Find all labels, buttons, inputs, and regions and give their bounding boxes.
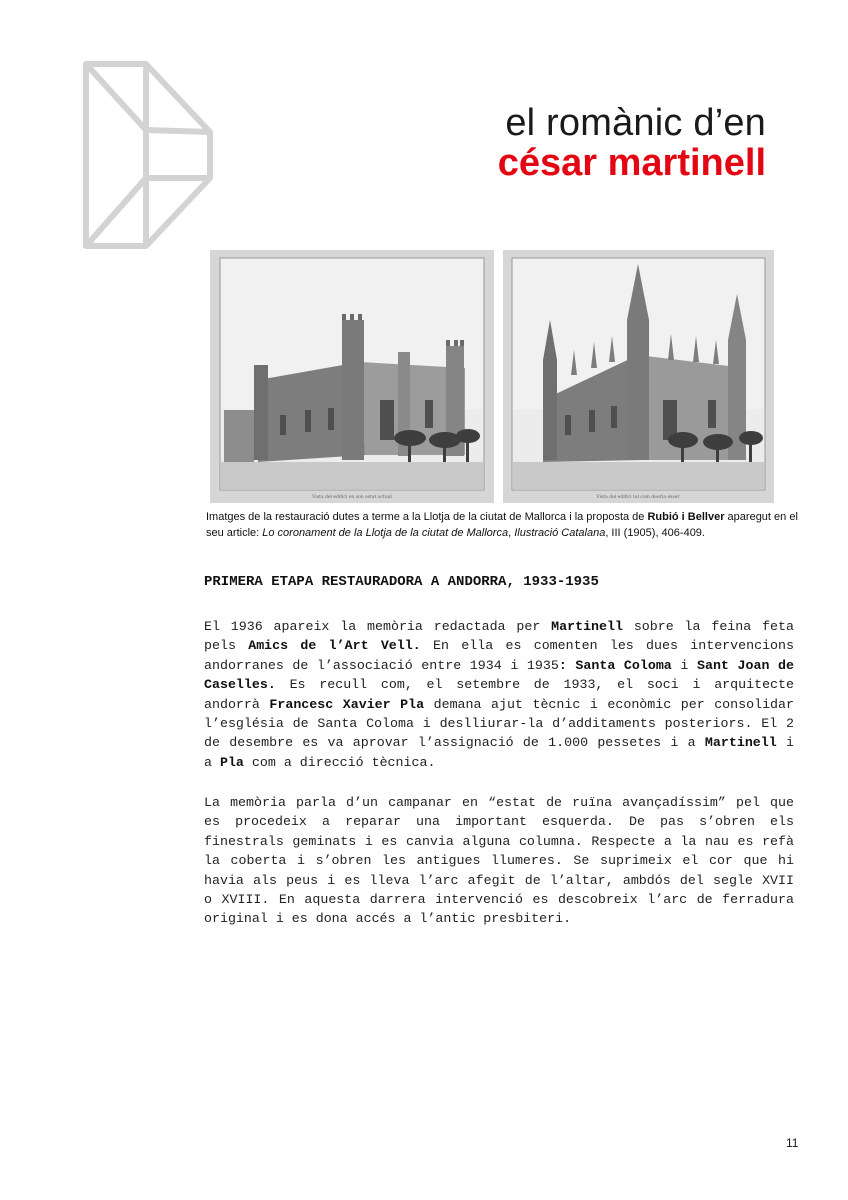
llotja-photo-current [210, 250, 494, 503]
book-outline-logo-icon [82, 60, 214, 250]
figure-caption [206, 509, 816, 541]
page-number: 11 [786, 1136, 799, 1150]
p1-bold: Martinell [704, 735, 777, 751]
p1-text: demana ajut tècnic i econòmic per consolidar l’església de Santa Coloma i deslliurar-la d’additaments posteriors. El 2 de desembre es va aprovar l’assignació de 1.000 pessetes i a [204, 696, 794, 751]
caption-journal: Ilustració Catalana [514, 527, 606, 539]
photo1-label: Vista del edifici en son estat actual [312, 495, 392, 500]
photo2-label: Vista del edifici tal com deuria ésser [596, 495, 680, 500]
section-heading: PRIMERA ETAPA RESTAURADORA A ANDORRA, 1933-1935 [204, 574, 599, 590]
p1-text: i a [204, 735, 794, 770]
paragraph-2: La memòria parla d’un campanar en “estat de ruïna avançadíssim” pel que es procedeix a reparar una important esquerda. De pas s’obren els finestrals geminats i es canvia alguna columna. Respecte a la nau es refà la coberta i s’obren les antigues llumeres. Se suprimeix el cor que hi havia als peus i es lleva l’arc afegit de l’altar, ambdós del segle XVII o XVIII. En aquesta darrera intervenció es descobreix l’arc de ferradura original i es dona accés a l’antic presbiteri. [204, 795, 794, 927]
caption-text-4: , III (1905), 406-409. [605, 527, 705, 539]
caption-text-3: , [508, 527, 515, 539]
document-title [498, 104, 766, 184]
caption-text-1: Imatges de la restauració dutes a terme a la Llotja de la ciutat de Mallorca i la proposta de [206, 511, 648, 523]
title-line-1: el romànic d’en [505, 102, 766, 144]
p1-bold: Amics de l’Art Vell. [248, 638, 421, 654]
title-line-2: césar martinell [497, 141, 766, 184]
paragraph-1 [204, 617, 794, 772]
caption-text-2: aparegut en el seu article: [206, 511, 798, 539]
llotja-photo-proposal [503, 250, 774, 503]
p1-text: En ella es comenten les dues intervencions andorranes de l’associació entre 1934 i 1935 [204, 638, 794, 673]
p1-text: Es recull com, el setembre de 1933, el soci i arquitecte andorrà [204, 677, 794, 712]
p1-bold: Pla [219, 754, 244, 770]
p1-text: El 1936 apareix la memòria redactada per [204, 619, 552, 634]
p1-bold: Francesc Xavier Pla [269, 696, 425, 712]
p1-text: i [671, 657, 697, 673]
p1-bold: Martinell [551, 619, 623, 634]
caption-article-title: Lo coronament de la Llotja de la ciutat de Mallorca [262, 527, 509, 539]
p1-bold: : Santa Coloma [558, 657, 672, 673]
p1-text: com a direcció tècnica. [243, 754, 436, 770]
p1-text: sobre la feina feta pels [204, 619, 794, 654]
p1-bold: Sant Joan de Caselles. [204, 657, 794, 693]
caption-author: Rubió i Bellver [647, 511, 725, 523]
